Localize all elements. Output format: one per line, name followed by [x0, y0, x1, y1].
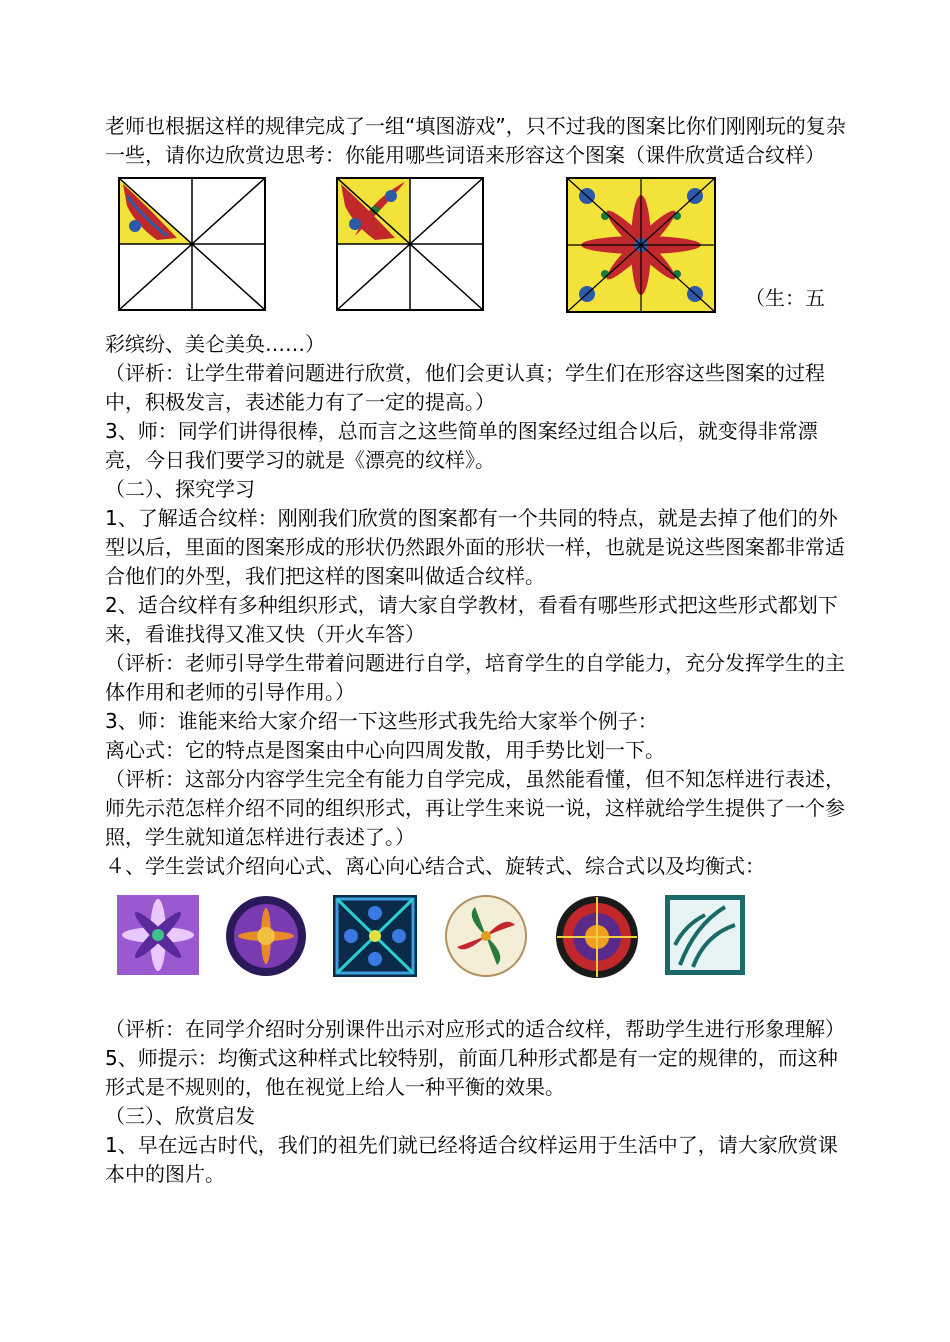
step-5-hint: 5、师提示：均衡式这种样式比较特别，前面几种形式都是有一定的规律的，而这种形式是不规则的，他在视觉上给人一种平衡的效果。	[105, 1046, 838, 1099]
fill-game-figures	[105, 176, 850, 322]
centripetal-pattern-image	[117, 895, 199, 975]
pattern-stage-2-image	[335, 176, 485, 312]
step-3-introduce: 3、师：谁能来给大家介绍一下这些形式我先给大家举个例子：	[105, 709, 658, 733]
rotational-pattern-image	[445, 895, 527, 977]
centrifugal-pattern-image	[225, 895, 307, 977]
step-2-forms: 2、适合纹样有多种组织形式，请大家自学教材，看看有哪些形式把这些形式都划下来，看谁找得又准又快（开火车答）	[105, 593, 838, 646]
document-page	[105, 112, 850, 1189]
pattern-examples-row	[105, 895, 850, 985]
comment-2: （评析：老师引导学生带着问题进行自学，培育学生的自学能力，充分发挥学生的主体作用和老师的引导作用。）	[105, 651, 845, 704]
balanced-pattern-image	[665, 895, 745, 975]
comment-3: （评析：这部分内容学生完全有能力自学完成，虽然能看懂，但不知怎样进行表述，师先示范怎样介绍不同的组织形式，再让学生来说一说，这样就给学生提供了一个参照，学生就知道怎样进行表述了。）	[105, 767, 845, 849]
appreciation-step-1: 1、早在远古时代，我们的祖先们就已经将适合纹样运用于生活中了，请大家欣赏课本中的图片。	[105, 1133, 838, 1186]
student-answer-end: 彩缤纷、美仑美奂……）	[105, 332, 325, 356]
step-4-try: ４、学生尝试介绍向心式、离心向心结合式、旋转式、综合式以及均衡式：	[105, 854, 765, 878]
comprehensive-pattern-image	[555, 895, 639, 979]
combined-pattern-image	[333, 895, 417, 977]
section-heading-2: （二）、探究学习	[105, 477, 255, 501]
paragraph-intro: 老师也根据这样的规律完成了一组“填图游戏”，只不过我的图案比你们刚刚玩的复杂一些，请你边欣赏边思考：你能用哪些词语来形容这个图案（课件欣赏适合纹样）	[105, 114, 846, 167]
pattern-stage-1-image	[117, 176, 267, 312]
step-1-understand: 1、了解适合纹样：刚刚我们欣赏的图案都有一个共同的特点，就是去掉了他们的外型以后，里面的图案形成的形状仍然跟外面的形状一样，也就是说这些图案都非常适合他们的外型，我们把这样的图案叫做适合纹样。	[105, 506, 845, 588]
comment-4: （评析：在同学介绍时分别课件出示对应形式的适合纹样，帮助学生进行形象理解）	[105, 1017, 845, 1041]
comment-1: （评析：让学生带着问题进行欣赏，他们会更认真；学生们在形容这些图案的过程中，积极发言，表述能力有了一定的提高。）	[105, 361, 825, 414]
centrifugal-description: 离心式：它的特点是图案由中心向四周发散，用手势比划一下。	[105, 738, 665, 762]
pattern-complete-image	[565, 176, 717, 314]
section-heading-3: （三）、欣赏启发	[105, 1104, 255, 1128]
student-answer-start: （生：五	[745, 286, 825, 310]
teacher-step-3: 3、师：同学们讲得很棒，总而言之这些简单的图案经过组合以后，就变得非常漂亮，今日我们要学习的就是《漂亮的纹样》。	[105, 419, 818, 472]
